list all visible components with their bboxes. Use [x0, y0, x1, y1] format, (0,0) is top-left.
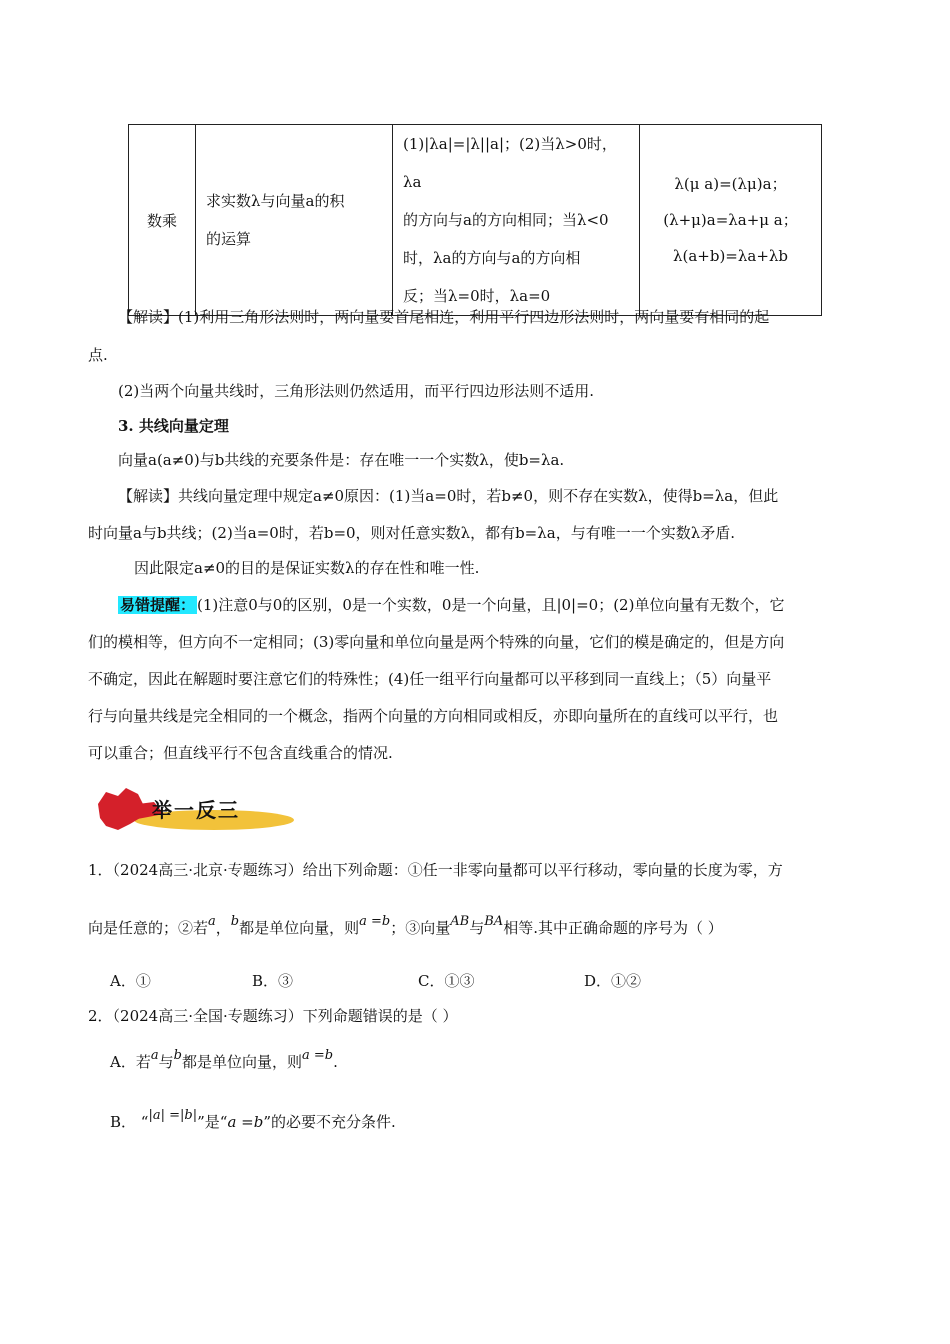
q2-option-a-label: A．若 [110, 1053, 151, 1071]
vector-a-symbol: a [208, 914, 216, 929]
q1-text: 向是任意的；②若 [88, 919, 209, 937]
q1-text: ；③向量 [390, 919, 451, 937]
q2-option-b[interactable] [110, 1110, 884, 1136]
definition-line: 求实数λ与向量a的积 [206, 192, 345, 210]
q2-text: ”的必要不充分条件. [263, 1113, 396, 1131]
banner-title: 举一反三 [152, 798, 240, 822]
interpretation-1: 【解读】(1)利用三角形法则时，两向量要首尾相连，利用平行四边形法则时，两向量要有相同的起 [118, 308, 770, 326]
warning-paragraph [88, 586, 862, 624]
vector-AB-symbol: AB [450, 914, 470, 929]
q2-option-b-label: B． “ [110, 1113, 149, 1131]
interpretation-3-conclusion: 因此限定a≠0的目的是保证实数λ的存在性和唯一性. [134, 559, 480, 577]
interpretation-3-cont: 时向量a与b共线；(2)当a=0时，若b=0，则对任意实数λ，都有b=λa，与有唯一一个实数λ矛盾. [88, 524, 735, 542]
q1-option-c[interactable]: C．①③ [418, 972, 475, 990]
rule-line: 的方向与a的方向相同；当λ<0 [403, 211, 609, 229]
table-cell-rule [393, 125, 640, 316]
question-1-line-2 [88, 916, 862, 942]
rule-line: (1)|λa|=|λ||a|；(2)当λ>0时，λa [403, 135, 617, 191]
q1-option-d[interactable]: D．①② [584, 972, 642, 990]
q2-text: ”是“ [197, 1113, 228, 1131]
law-line: (λ+μ)a=λa+μ a； [663, 211, 798, 229]
section-3-title: 3. 共线向量定理 [118, 417, 229, 435]
warning-line-2: 们的模相等，但方向不一定相同；(3)零向量和单位向量是两个特殊的向量，它们的模是确定的，但是方向 [88, 633, 785, 651]
warning-line-3: 不确定，因此在解题时要注意它们的特殊性；(4)任一组平行向量都可以平移到同一直线上；（5）向量平 [88, 670, 772, 688]
equation-a-equals-b: a =b [301, 1048, 334, 1063]
collinear-theorem: 向量a(a≠0)与b共线的充要条件是：存在唯一一个实数λ，使b=λa. [118, 451, 565, 469]
question-1-stem: 1．（2024高三·北京·专题练习）给出下列命题：①任一非零向量都可以平行移动，零向量的长度为零，方 [88, 861, 783, 879]
q1-option-b[interactable]: B．③ [252, 972, 294, 990]
table-row [129, 125, 822, 316]
rule-line: 反；当λ=0时，λa=0 [403, 287, 551, 305]
rule-line: 时，λa的方向与a的方向相 [403, 249, 581, 267]
equation-a-equals-b: a =b [359, 914, 391, 929]
abs-equation: |a| =|b| [148, 1108, 198, 1123]
law-line: λ(a+b)=λa+λb [672, 247, 789, 265]
q1-separator: ， [215, 919, 231, 937]
equation-a-equals-b: a =b [227, 1113, 264, 1131]
vector-operations-table [128, 124, 822, 316]
interpretation-2: (2)当两个向量共线时，三角形法则仍然适用，而平行四边形法则不适用. [118, 382, 595, 400]
interpretation-3: 【解读】共线向量定理中规定a≠0原因：(1)当a=0时，若b≠0，则不存在实数λ，使得b=λa，但此 [118, 487, 779, 505]
q2-option-a[interactable] [110, 1050, 884, 1076]
vector-BA-symbol: BA [484, 914, 504, 929]
q1-text: 相等.其中正确命题的序号为（ ） [503, 919, 723, 937]
warning-line-4: 行与向量共线是完全相同的一个概念，指两个向量的方向相同或相反，亦即向量所在的直线可以平行，也 [88, 707, 779, 725]
vector-a-symbol: a [150, 1048, 159, 1063]
q2-text: 与 [158, 1053, 174, 1071]
q1-option-a[interactable]: A．① [110, 972, 151, 990]
q2-text: . [333, 1053, 338, 1071]
q1-text: 都是单位向量，则 [239, 919, 360, 937]
table-cell-operation: 数乘 [129, 125, 196, 316]
table-cell-laws [640, 125, 822, 316]
question-2-stem: 2．（2024高三·全国·专题练习）下列命题错误的是（ ） [88, 1007, 458, 1025]
vector-b-symbol: b [230, 914, 240, 929]
section-banner [92, 784, 298, 834]
law-line: λ(μ a)=(λμ)a； [674, 175, 787, 193]
warning-label: 易错提醒： [120, 596, 196, 614]
warning-text: (1)注意0与0的区别，0是一个实数，0是一个向量，且|0|=0；(2)单位向量有无数个，它 [197, 596, 785, 614]
q2-text: 都是单位向量，则 [181, 1053, 302, 1071]
interpretation-1-cont: 点. [88, 346, 108, 364]
warning-line-5: 可以重合；但直线平行不包含直线重合的情况. [88, 744, 393, 762]
q1-text: 与 [469, 919, 485, 937]
vector-b-symbol: b [173, 1048, 182, 1063]
table-cell-definition [196, 125, 393, 316]
definition-line: 的运算 [206, 230, 252, 248]
